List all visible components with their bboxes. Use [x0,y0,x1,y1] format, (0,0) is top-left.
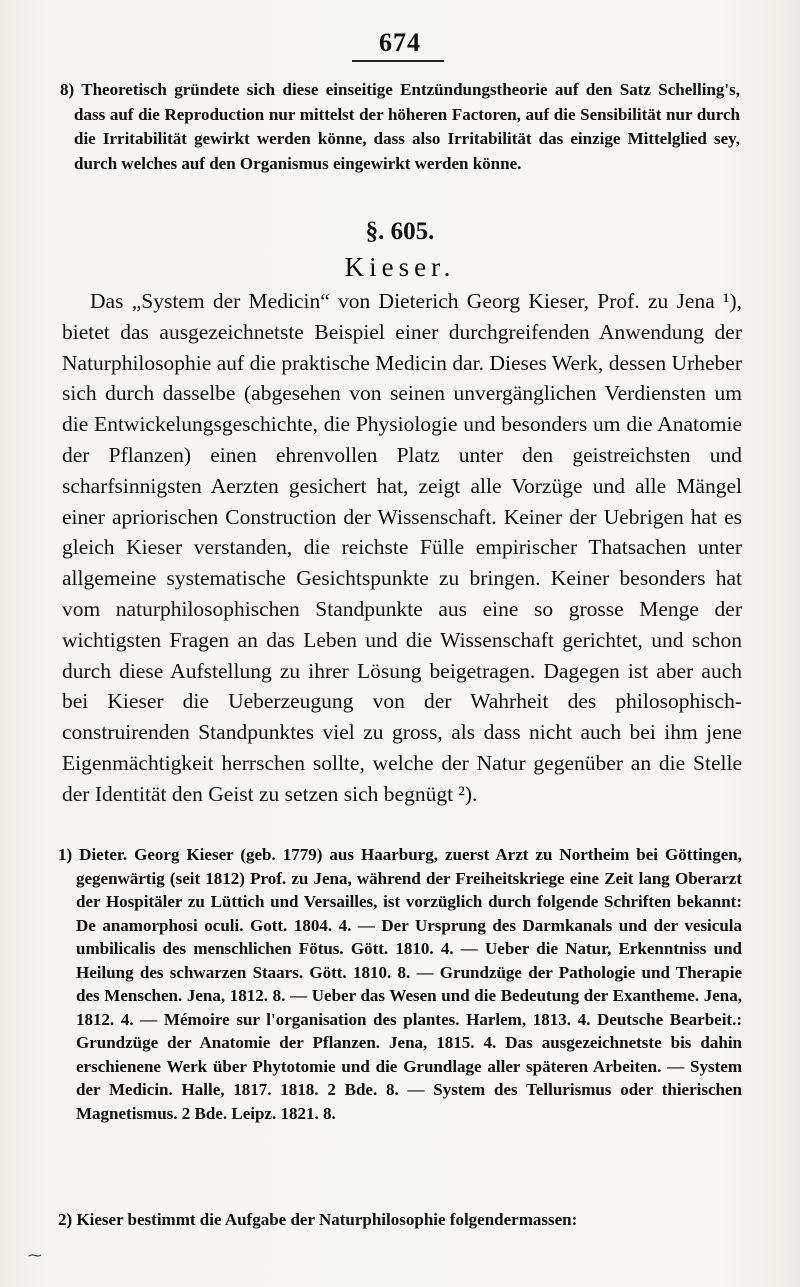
section-title: Kieser. [344,252,456,282]
page-number-rule [352,60,444,62]
footnote-1: 1) Dieter. Georg Kieser (geb. 1779) aus Haarburg, zuerst Arzt zu Northeim bei Göttingen, gegenwärtig (seit 1812) Prof. zu Jena, während der Freiheitskriege eine Zeit lang Oberarzt der Hospitäler zu Lüttich und Versailles, ist vorzüglich durch folgende Schriften bekannt: De anamorphosi oculi. Gott. 1804. 4. — Der Ursprung des Darmkanals und der vesicula umbilicalis des menschlichen Fötus. Gött. 1810. 4. — Ueber die Natur, Erkenntniss und Heilung des schwarzen Staars. Gött. 1810. 8. — Grundzüge der Pathologie und Therapie des Menschen. Jena, 1812. 8. — Ueber das Wesen und die Bedeutung der Exantheme. Jena, 1812. 4. — Mémoire sur l'organisation des plantes. Harlem, 1813. 4. Deutsche Bearbeit.: Grundzüge der Anatomie der Pflanzen. Jena, 1815. 4. Das ausgezeichnetste bis dahin erschienene Werk über Phytotomie und die Grundlage aller späteren Arbeiten. — System der Medicin. Halle, 1817. 1818. 2 Bde. 8. — System des Tellurismus oder thierischen Magnetismus. 2 Bde. Leipz. 1821. 8. [58,845,742,1123]
top-footnote: 8) Theoretisch gründete sich diese einseitige Entzündungstheorie auf den Satz Schelling's, dass auf die Reproduction nur mittelst der höheren Factoren, auf die Sensibilität nur durch die Irritabilität gewirkt werden könne, dass also Irritabilität das einzige Mittelglied sey, durch welches auf den Organismus eingewirkt werden könne. [60,80,740,173]
page-number: 674 [379,28,421,57]
main-paragraph: Das „System der Medicin“ von Dieterich Georg Kieser, Prof. zu Jena ¹), bietet das ausgezeichnetste Beispiel einer durchgreifenden Anwendung der Naturphilosophie auf die praktische Medicin dar. Dieses Werk, dessen Urheber sich durch dasselbe (abgesehen von seinen unvergänglichen Verdiensten um die Entwickelungsgeschichte, die Physiologie und besonders um die Anatomie der Pflanzen) einen ehrenvollen Platz unter den geistreichsten und scharfsinnigsten Aerzten gesichert hat, zeigt alle Vorzüge und alle Mängel einer apriorischen Construction der Wissenschaft. Keiner der Uebrigen hat es gleich Kieser verstanden, die reichste Fülle empirischer Thatsachen unter allgemeine systematische Gesichtspunkte zu bringen. Keiner besonders hat vom naturphilosophischen Standpunkte aus eine so grosse Menge der wichtigsten Fragen an das Leben und die Wissenschaft gerichtet, und schon durch diese Aufstellung zu ihrer Lösung beigetragen. Dagegen ist aber auch bei Kieser die Ueberzeugung von der Wahrheit des philosophisch-construirenden Standpunktes viel zu gross, als dass nicht auch bei ihm jene Eigenmächtigkeit herrschen sollte, welche der Natur gegenüber an die Stelle der Identität den Geist zu setzen sich begnügt ²). [62,289,742,806]
section-number: §. 605. [365,218,435,245]
margin-mark-icon: ⁓ [28,1249,42,1264]
footnote-2: 2) Kieser bestimmt die Aufgabe der Naturphilosophie folgendermassen: [58,1210,578,1229]
